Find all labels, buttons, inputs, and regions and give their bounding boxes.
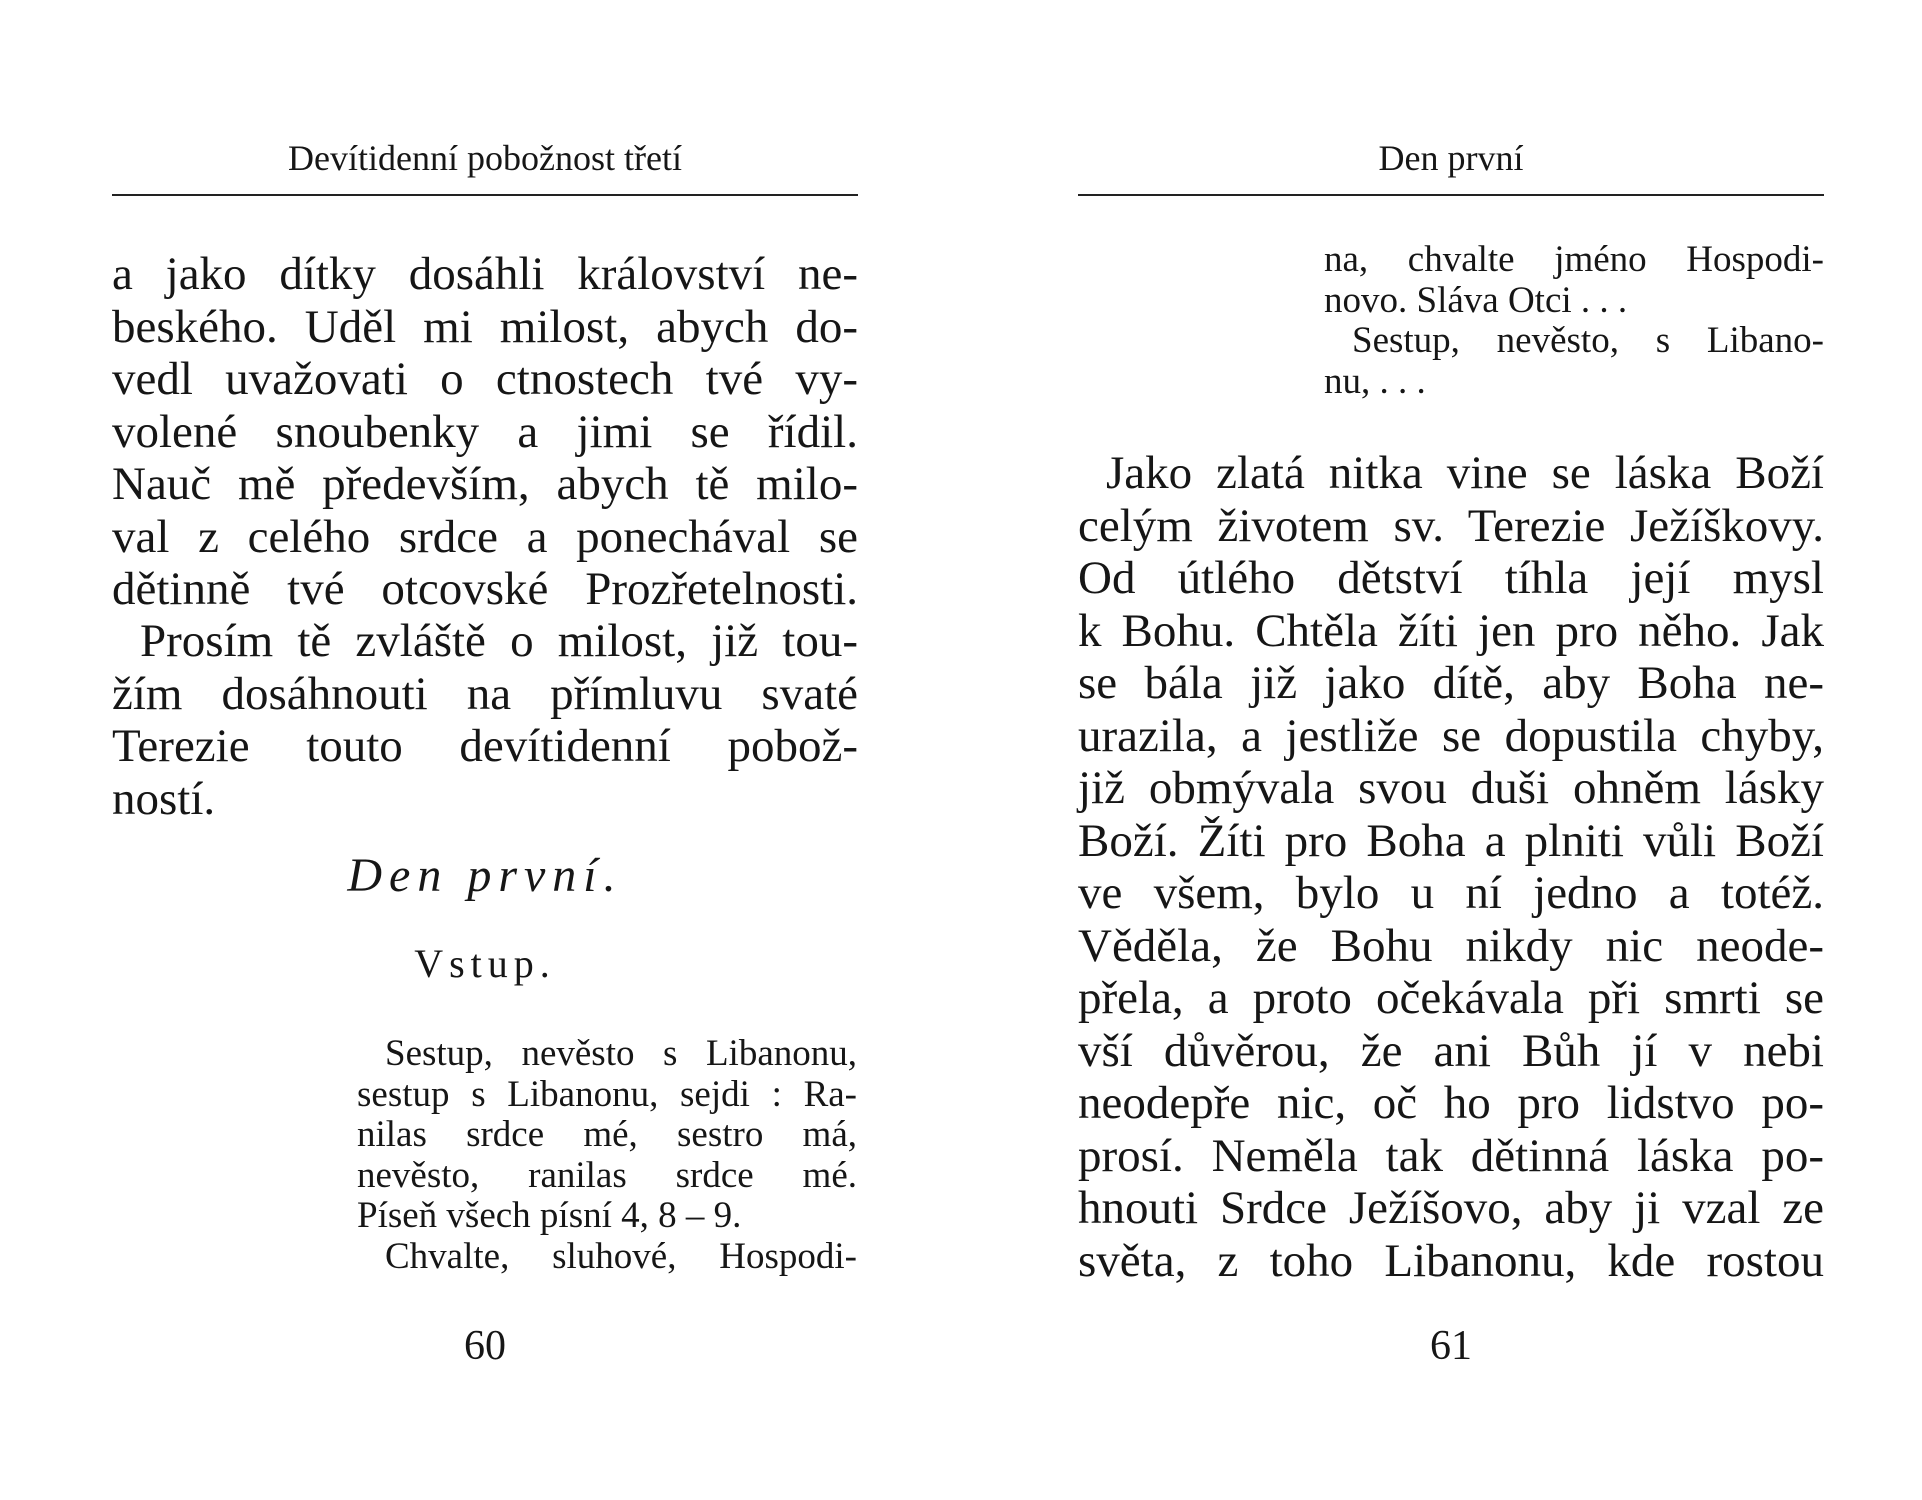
text-line: volené snoubenky a jimi se řídil. [112, 405, 858, 458]
body-paragraph [112, 248, 858, 616]
text-line: vedl uvažovati o ctnostech tvé vy- [112, 353, 858, 405]
left-page [112, 0, 858, 1500]
text-line: hnouti Srdce Ježíšovo, aby ji vzal ze [1078, 1182, 1824, 1234]
text-line: Píseň všech písní 4, 8 – 9. [357, 1195, 742, 1236]
text-line: prosí. Neměla tak dětinná láska po- [1078, 1129, 1824, 1182]
text-line: nilas srdce mé, sestro má, [357, 1114, 857, 1155]
text-line: neodepře nic, oč ho pro lidstvo po- [1078, 1077, 1824, 1129]
text-line: ve všem, bylo u ní jedno a totéž. [1078, 867, 1824, 919]
text-line: dětinně tvé otcovské Prozřetelnosti. [112, 563, 858, 615]
text-line: přela, a proto očekávala při smrti se [1078, 972, 1824, 1024]
text-line: Věděla, že Bohu nikdy nic neode- [1078, 919, 1824, 972]
running-head: Den první [1378, 138, 1524, 178]
text-line: Chvalte, sluhové, Hospodi- [385, 1235, 857, 1277]
text-line: Sestup, nevěsto s Libanonu, [385, 1033, 857, 1074]
text-line: vší důvěrou, že ani Bůh jí v nebi [1078, 1024, 1824, 1077]
text-line: beského. Uděl mi milost, abych do- [112, 300, 858, 353]
running-head: Devítidenní pobožnost třetí [288, 138, 682, 178]
text-line: Prosím tě zvláště o milost, již tou- [140, 615, 858, 667]
header-rule [1078, 194, 1824, 196]
text-line: Sestup, nevěsto, s Libano- [1352, 320, 1824, 361]
text-line: Nauč mě především, abych tě milo- [112, 458, 858, 510]
text-line: Boží. Žíti pro Boha a plniti vůli Boží [1078, 814, 1824, 867]
text-line: se bála již jako dítě, aby Boha ne- [1078, 657, 1824, 709]
text-line: a jako dítky dosáhli království ne- [112, 248, 858, 300]
body-paragraph [112, 615, 858, 825]
text-line: nevěsto, ranilas srdce mé. [357, 1154, 857, 1196]
text-line: Od útlého dětství tíhla její mysl [1078, 552, 1824, 604]
text-line: již obmývala svou duši ohněm lásky [1078, 762, 1824, 814]
right-page [1078, 0, 1824, 1500]
text-line: urazila, a jestliže se dopustila chyby, [1078, 709, 1824, 762]
section-heading: Vstup. [414, 941, 556, 986]
text-line: ností. [112, 772, 216, 825]
text-line: žím dosáhnouti na přímluvu svaté [112, 667, 858, 720]
text-line: sestup s Libanonu, sejdi : Ra- [357, 1073, 857, 1115]
body-paragraph [1078, 447, 1824, 1287]
text-line: Jako zlatá nitka vine se láska Boží [1106, 447, 1824, 499]
page-number: 60 [464, 1323, 506, 1369]
text-line: světa, z toho Libanonu, kde rostou [1078, 1234, 1824, 1287]
text-line: val z celého srdce a ponechával se [112, 510, 858, 563]
text-line: novo. Sláva Otci . . . [1324, 279, 1628, 321]
text-line: k Bohu. Chtěla žíti jen pro něho. Jak [1078, 604, 1824, 657]
text-line: celým životem sv. Terezie Ježíškovy. [1078, 499, 1824, 552]
day-heading: Den první. [347, 849, 623, 902]
psalm-text [357, 1034, 857, 1277]
text-line: Terezie touto devítidenní pobož- [112, 720, 858, 772]
page-number: 61 [1430, 1323, 1472, 1369]
text-line: na, chvalte jméno Hospodi- [1324, 239, 1824, 280]
text-line: nu, . . . [1324, 360, 1426, 402]
psalm-text [1324, 240, 1824, 402]
header-rule [112, 194, 858, 196]
